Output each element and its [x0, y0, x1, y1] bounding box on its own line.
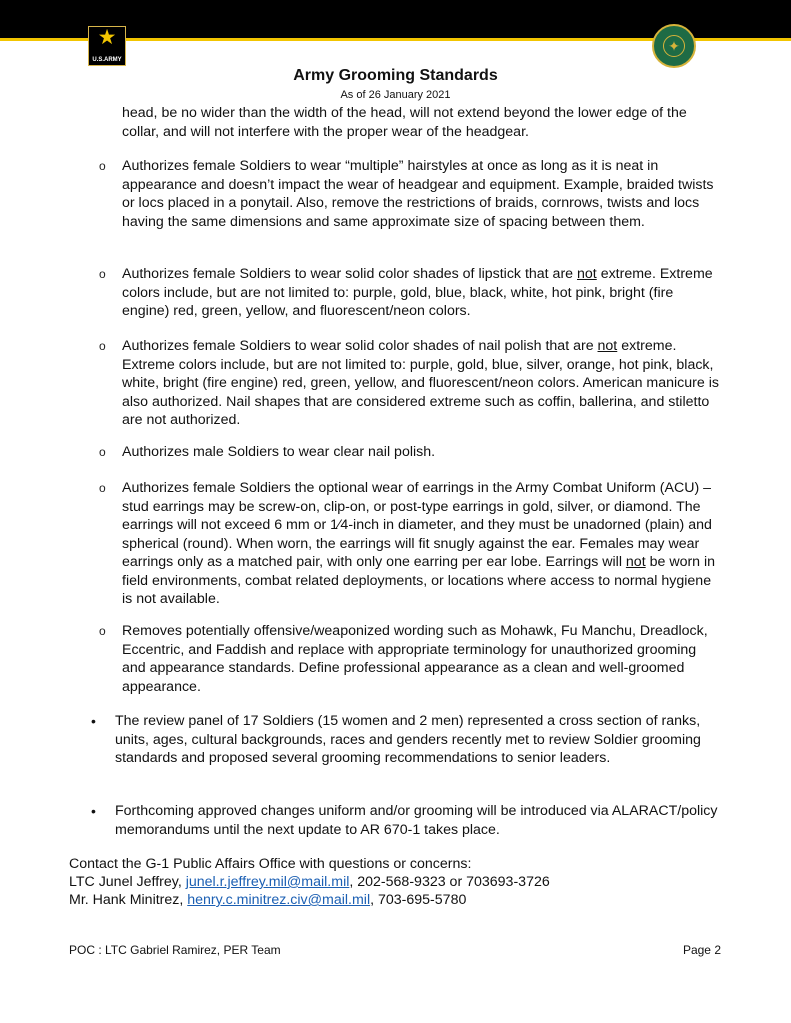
contact-phones: , 202-568-9323 or 703693-3726 — [349, 874, 550, 890]
footer-poc: POC : LTC Gabriel Ramirez, PER Team — [69, 943, 281, 957]
logo-text: U.S.ARMY — [92, 57, 122, 63]
sub-bullet-marker: o — [99, 624, 106, 638]
army-seal-icon — [652, 24, 696, 68]
list-item: Removes potentially offensive/weaponized wording such as Mohawk, Fu Manchu, Dreadlock, Eccentric, and Faddish and replace with appropriate terminology for unauthorized grooming and appearance standards. Define professional appearance as a clean and well-groomed appearance. — [122, 623, 708, 695]
page-title: Army Grooming Standards — [293, 67, 498, 84]
email-link[interactable]: henry.c.minitrez.civ@mail.mil — [187, 892, 371, 908]
contact-line-2 — [69, 891, 729, 910]
army-logo — [88, 26, 126, 66]
bullet-item: The review panel of 17 Soldiers (15 women and 2 men) represented a cross section of ranks, units, ages, cultural backgrounds, races and genders recently met to review Soldier grooming standards and proposed several grooming recommendations to senior leaders. — [115, 713, 701, 766]
email-link[interactable]: junel.r.jeffrey.mil@mail.mil — [185, 874, 350, 890]
list-item: Authorizes female Soldiers to wear solid color shades of lipstick that are not extreme. Extreme colors include, but are not limited to: purple, gold, blue, black, white, hot pink, bright (fire engine) red, green, yellow, and fluorescent/neon colors. — [122, 266, 713, 319]
sub-bullet-marker: o — [99, 267, 106, 281]
list-item: Authorizes female Soldiers to wear “multiple” hairstyles at once as long as it is neat in appearance and doesn’t impact the wear of headgear and equipment. Example, braided twists or locs placed in a ponytail. Also, remove the restrictions of braids, cornrows, twists and locs having the same dimensions and same approximate size of spacing between them. — [122, 158, 714, 230]
list-item: Authorizes female Soldiers the optional wear of earrings in the Army Combat Uniform (ACU) – stud earrings may be screw-on, clip-on, or post-type earrings in gold, silver, or diamond. The earrings will not exceed 6 mm or 1⁄4-inch in diameter, and they must be unadorned (plain) and spherical (round). When worn, the earrings will fit snugly against the ear. Females may wear earrings only as a matched pair, with only one earring per ear lobe. Earrings will not be worn in field environments, combat related deployments, or locations where access to normal hygiene is not available. — [122, 480, 716, 607]
bullet-marker: • — [91, 713, 96, 729]
page-number: Page 2 — [682, 943, 721, 957]
contact-heading: Contact the G-1 Public Affairs Office with questions or concerns: — [69, 856, 472, 872]
sub-bullet-marker: o — [99, 159, 106, 173]
army-star-icon: ★ — [97, 26, 117, 49]
sub-bullet-marker: o — [99, 445, 106, 459]
contact-name: Mr. Hank Minitrez, — [69, 892, 188, 908]
list-item: Authorizes male Soldiers to wear clear nail polish. — [122, 444, 436, 460]
list-item: Authorizes female Soldiers to wear solid color shades of nail polish that are not extreme. Extreme colors include, but are not limited to: purple, gold, blue, silver, orange, hot pink, black, white, bright (fire engine) red, green, yellow, and fluorescent/neon colors. American manicure is also authorized. Nail shapes that are considered extreme such as coffin, ballerina, and stiletto are not authorized. — [122, 338, 719, 428]
intro-paragraph: head, be no wider than the width of the head, will not extend beyond the lower edge of the collar, and will not interfere with the proper wear of the headgear. — [122, 105, 687, 140]
page-date: As of 26 January 2021 — [340, 89, 451, 101]
contact-phones: , 703-695-5780 — [370, 892, 467, 908]
sub-bullet-marker: o — [99, 339, 106, 353]
contact-name: LTC Junel Jeffrey, — [69, 874, 186, 890]
bullet-item: Forthcoming approved changes uniform and/or grooming will be introduced via ALARACT/policy memorandums until the next update to AR 670-1 takes place. — [115, 803, 718, 838]
sub-bullet-marker: o — [99, 481, 106, 495]
seal-emblem: ✦ — [668, 38, 680, 54]
contact-line-1 — [69, 873, 729, 892]
bullet-marker: • — [91, 803, 96, 819]
